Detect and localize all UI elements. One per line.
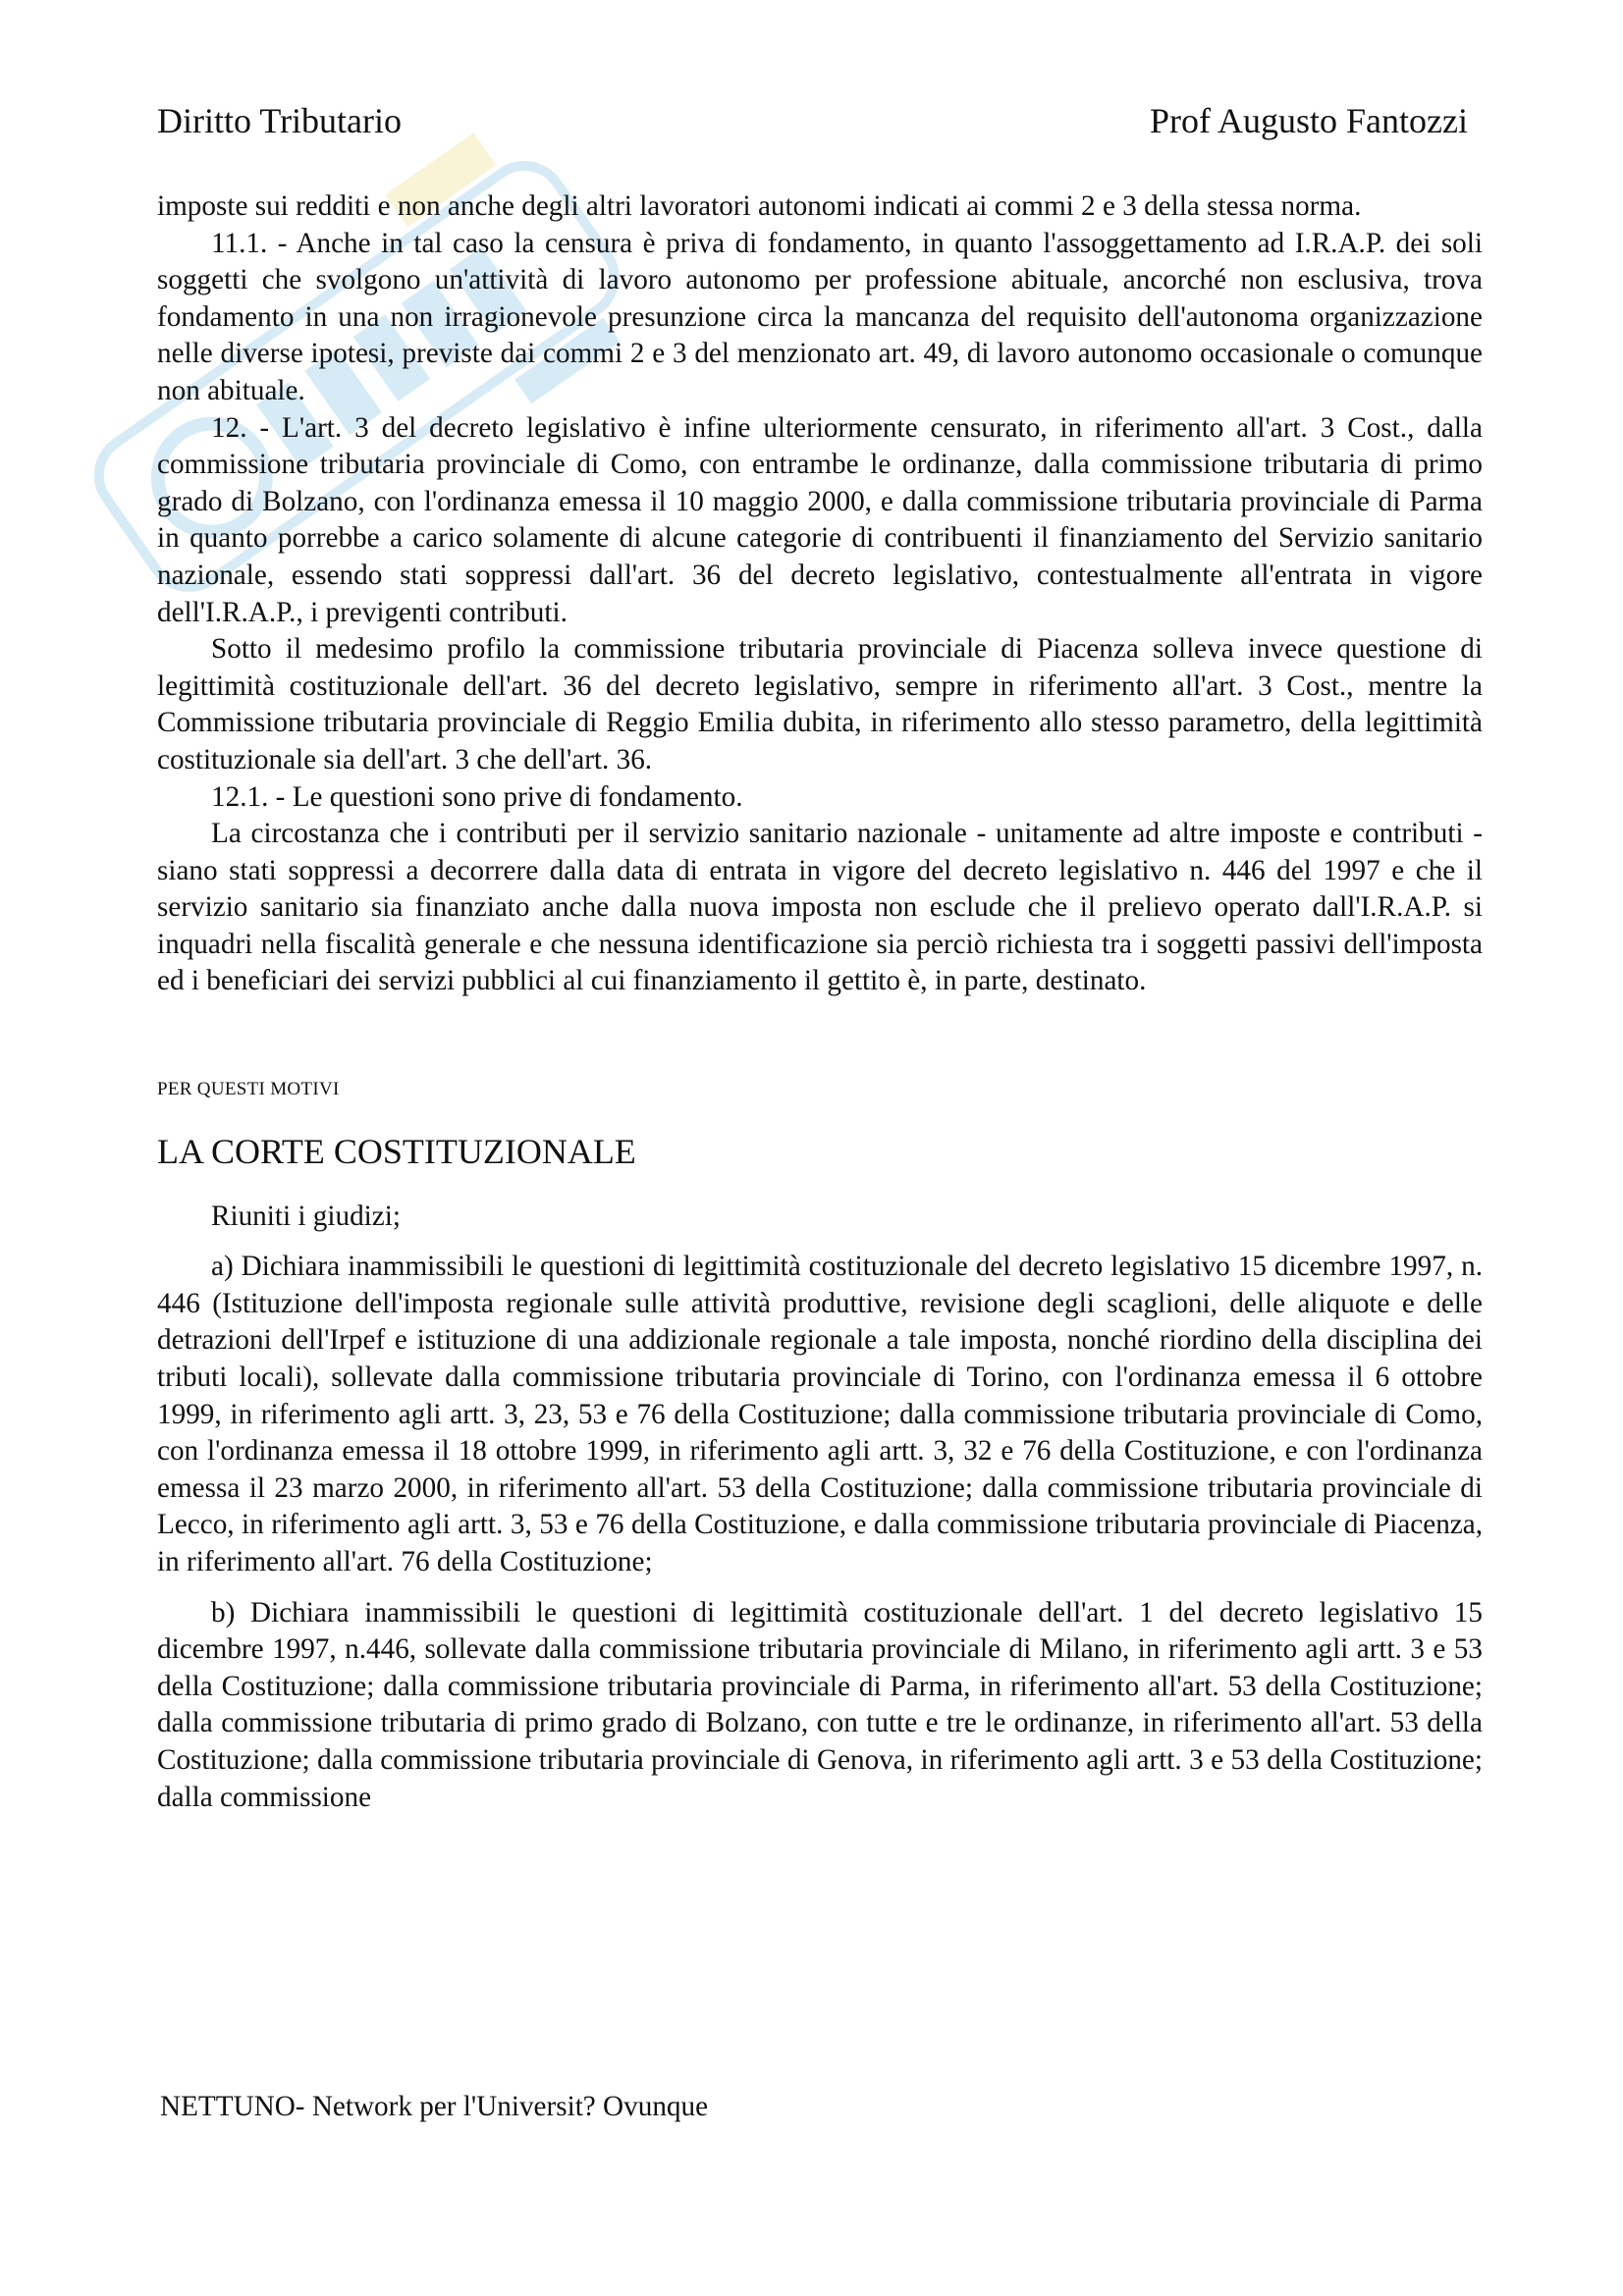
ruling-item-b: b) Dichiara inammissibili le questioni di legittimità costituzionale dell'art. 1 del decreto legislativo 15 dicembre 1997, n.446, sollevate dalla commissione tributaria provinciale di Milano, in riferimento agli artt. 3 e 53 della Costituzione; dalla commissione tributaria provinciale di Parma, in riferimento all'art. 53 della Costituzione; dalla commissione tributaria di primo grado di Bolzano, con tutte e tre le ordinanze, in riferimento all'art. 53 della Costituzione; dalla commissione tributaria provinciale di Genova, in riferimento agli artt. 3 e 53 della Costituzione; dalla commissione <box>157 1596 1483 1813</box>
paragraph-piacenza: Sotto il medesimo profilo la commissione tributaria provinciale di Piacenza solleva invece questione di legittimità costituzionale dell'art. 36 del decreto legislativo, sempre in riferimento all'art. 3 Cost., mentre la Commissione tributaria provinciale di Reggio Emilia dubita, in riferimento allo stesso parametro, della legittimità costituzionale sia dell'art. 3 che dell'art. 36. <box>157 633 1483 775</box>
document-body <box>157 188 1483 1816</box>
header-course-title: Diritto Tributario <box>157 101 403 140</box>
ruling-intro: Riuniti i giudizi; <box>211 1200 401 1232</box>
paragraph-continuation: imposte sui redditi e non anche degli altri lavoratori autonomi indicati ai commi 2 e 3 della stessa norma. <box>157 190 1362 222</box>
paragraph-11-1: 11.1. - Anche in tal caso la censura è priva di fondamento, in quanto l'assoggettamento ad I.R.A.P. dei soli soggetti che svolgono un'attività di lavoro autonomo per professione abituale, ancorché non esclusiva, trova fondamento in una non irragionevole presunzione circa la mancanza del requisito dell'autonoma organizzazione nelle diverse ipotesi, previste dai commi 2 e 3 del menzionato art. 49, di lavoro autonomo occasionale o comunque non abituale. <box>157 227 1483 406</box>
section-title: LA CORTE COSTITUZIONALE <box>157 1131 636 1171</box>
page-footer: NETTUNO- Network per l'Universit? Ovunque <box>160 2091 709 2122</box>
header-professor: Prof Augusto Fantozzi <box>1150 101 1468 140</box>
section-subheading: PER QUESTI MOTIVI <box>157 1079 340 1100</box>
paragraph-12-1: 12.1. - Le questioni sono prive di fondamento. <box>211 780 743 813</box>
paragraph-circostanza: La circostanza che i contributi per il servizio sanitario nazionale - unitamente ad altre imposte e contributi - siano stati soppressi a decorrere dalla data di entrata in vigore del decreto legislativo n. 446 del 1997 e che il servizio sanitario sia finanziato anche dalla nuova imposta non esclude che il prelievo operato dall'I.R.A.P. si inquadri nella fiscalità generale e che nessuna identificazione sia perciò richiesta tra i soggetti passivi dell'imposta ed i beneficiari dei servizi pubblici al cui finanziamento il gettito è, in parte, destinato. <box>157 818 1483 997</box>
paragraph-12: 12. - L'art. 3 del decreto legislativo è infine ulteriormente censurato, in riferimento all'art. 3 Cost., dalla commissione tributaria provinciale di Como, con entrambe le ordinanze, dalla commissione tributaria di primo grado di Bolzano, con l'ordinanza emessa il 10 maggio 2000, e dalla commissione tributaria provinciale di Parma in quanto porrebbe a carico solamente di alcune categorie di contribuenti il finanziamento del Servizio sanitario nazionale, essendo stati soppressi dall'art. 36 del decreto legislativo, contestualmente all'entrata in vigore dell'I.R.A.P., i previgenti contributi. <box>157 411 1483 628</box>
ruling-item-a: a) Dichiara inammissibili le questioni di legittimità costituzionale del decreto legislativo 15 dicembre 1997, n. 446 (Istituzione dell'imposta regionale sulle attività produttive, revisione degli scaglioni, delle aliquote e delle detrazioni dell'Irpef e istituzione di una addizionale regionale a tale imposta, nonché riordino della disciplina dei tributi locali), sollevate dalla commissione tributaria provinciale di Torino, con l'ordinanza emessa il 6 ottobre 1999, in riferimento agli artt. 3, 23, 53 e 76 della Costituzione; dalla commissione tributaria provinciale di Como, con l'ordinanza emessa il 18 ottobre 1999, in riferimento agli artt. 3, 32 e 76 della Costituzione, e con l'ordinanza emessa il 23 marzo 2000, in riferimento all'art. 53 della Costituzione; dalla commissione tributaria provinciale di Lecco, in riferimento agli artt. 3, 53 e 76 della Costituzione, e dalla commissione tributaria provinciale di Piacenza, in riferimento all'art. 76 della Costituzione; <box>157 1251 1483 1577</box>
page-header <box>157 100 1468 149</box>
